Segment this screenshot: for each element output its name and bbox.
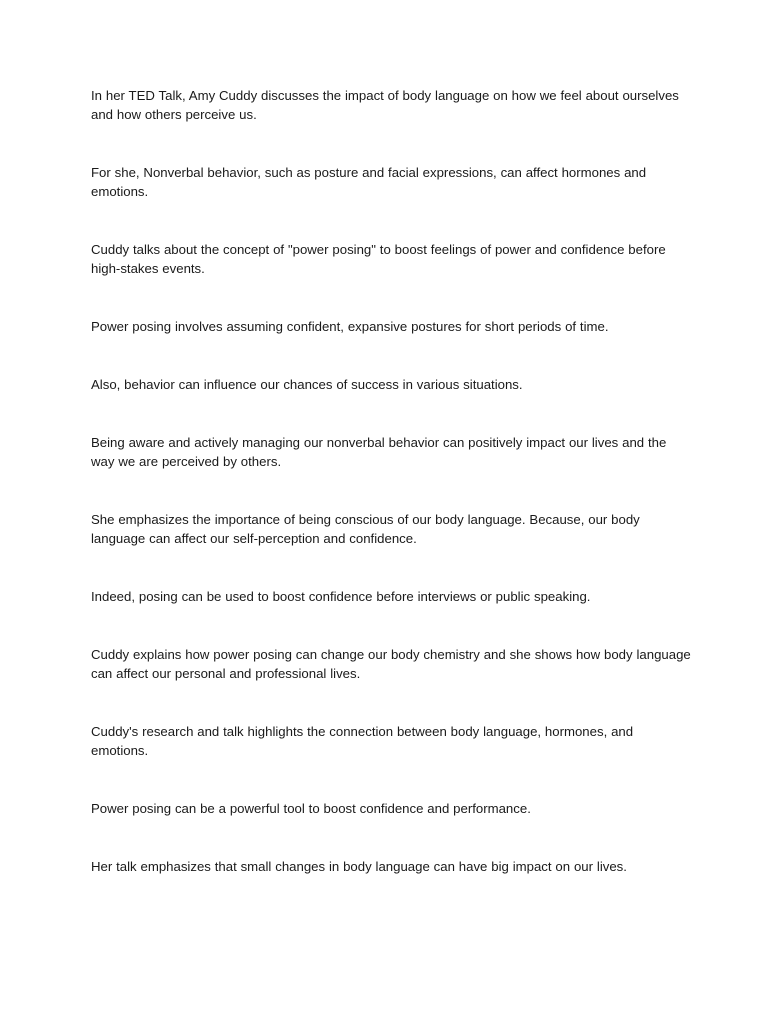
paragraph-5: Also, behavior can influence our chances of success in various situations. xyxy=(91,377,523,392)
paragraph-4: Power posing involves assuming confident, expansive postures for short periods of time. xyxy=(91,319,609,334)
paragraph-12: Her talk emphasizes that small changes in body language can have big impact on our lives. xyxy=(91,859,627,874)
paragraph-6: Being aware and actively managing our nonverbal behavior can positively impact our lives and the way we are perceived by others. xyxy=(91,435,667,469)
paragraph-11: Power posing can be a powerful tool to boost confidence and performance. xyxy=(91,801,531,816)
paragraph-2: For she, Nonverbal behavior, such as posture and facial expressions, can affect hormones and emotions. xyxy=(91,165,647,199)
paragraph-1: In her TED Talk, Amy Cuddy discusses the impact of body language on how we feel about ourselves and how others perceive us. xyxy=(91,88,679,122)
paragraph-7: She emphasizes the importance of being conscious of our body language. Because, our body language can affect our self-perception and confidence. xyxy=(91,512,640,546)
paragraph-3: Cuddy talks about the concept of "power posing" to boost feelings of power and confidence before high-stakes events. xyxy=(91,242,666,276)
paragraph-9: Cuddy explains how power posing can change our body chemistry and she shows how body language can affect our personal and professional lives. xyxy=(91,647,691,681)
paragraph-8: Indeed, posing can be used to boost confidence before interviews or public speaking. xyxy=(91,589,591,604)
paragraph-10: Cuddy's research and talk highlights the connection between body language, hormones, and emotions. xyxy=(91,724,634,758)
